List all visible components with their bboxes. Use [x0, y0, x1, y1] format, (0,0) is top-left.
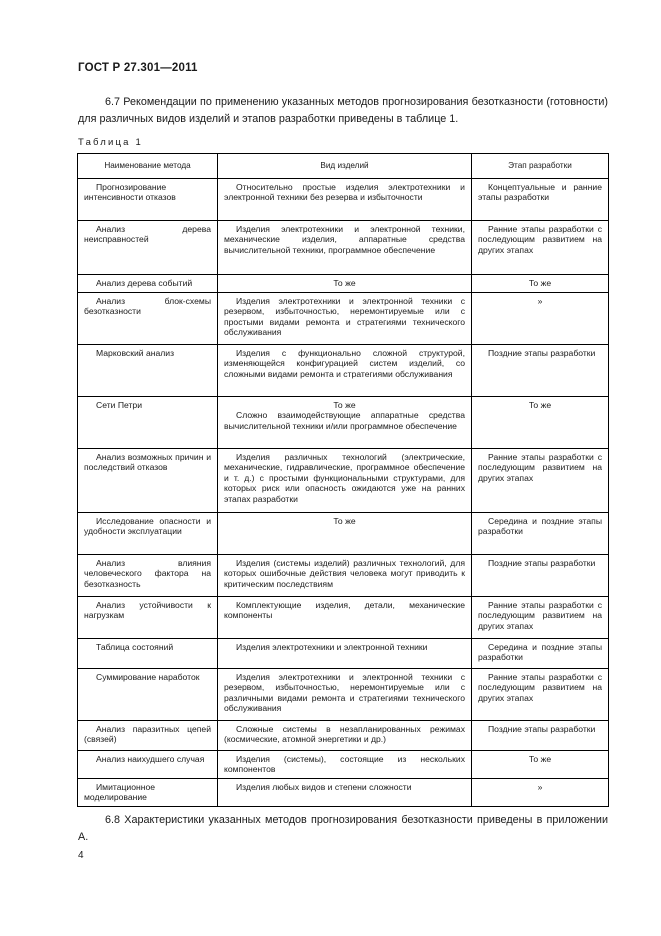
- kind-same-label: То же: [333, 400, 356, 410]
- table-row: [78, 293, 609, 345]
- method-cell: Сети Петри: [78, 397, 218, 449]
- table-row: [78, 751, 609, 779]
- kind-cell: Сложные системы в незапланированных режимах (космические, атомной энергетики и др.): [218, 721, 472, 751]
- table-row: [78, 397, 609, 449]
- table-row: [78, 779, 609, 807]
- stage-cell: То же: [472, 275, 609, 293]
- kind-cell: То же: [218, 275, 472, 293]
- methods-table: [77, 153, 609, 807]
- method-cell: Анализ наихудшего случая: [78, 751, 218, 779]
- method-cell: Исследование опасности и удобности эксплуатации: [78, 513, 218, 555]
- table-caption: Таблица 1: [78, 137, 143, 148]
- kind-cell: Изделия электротехники и электронной техники, механические изделия, аппаратные средства вычислительной техники, программное обеспечение: [218, 221, 472, 275]
- method-cell: Суммирование наработок: [78, 669, 218, 721]
- stage-cell: Поздние этапы разработки: [472, 345, 609, 397]
- kind-cell: Изделия различных технологий (электрические, механические, гидравлические, программное обеспечение и т. д.) с простыми функциональными структурами, для которых риск или опасность ожидаются уже на ранних этапах разработки: [218, 449, 472, 513]
- table-row: [78, 275, 609, 293]
- table-row: [78, 555, 609, 597]
- method-cell: Марковский анализ: [78, 345, 218, 397]
- stage-cell: »: [472, 293, 609, 345]
- table-header-row: [78, 154, 609, 179]
- stage-cell: Концептуальные и ранние этапы разработки: [472, 179, 609, 221]
- kind-cell: Изделия (системы изделий) различных технологий, для которых ошибочные действия человека могут приводить к критическим последствиям: [218, 555, 472, 597]
- method-cell: Прогнозирование интенсивности отказов: [78, 179, 218, 221]
- header-stage: Этап разработки: [472, 154, 609, 179]
- method-cell: Таблица состояний: [78, 639, 218, 669]
- header-kind: Вид изделий: [218, 154, 472, 179]
- stage-cell: Ранние этапы разработки с последующим развитием на других этапах: [472, 669, 609, 721]
- kind-text: Сложно взаимодействующие аппаратные средства вычислительной техники и/или программное обеспечение: [224, 410, 465, 431]
- stage-cell: То же: [472, 751, 609, 779]
- table-row: [78, 639, 609, 669]
- table-row: [78, 449, 609, 513]
- document-header: ГОСТ Р 27.301—2011: [78, 62, 198, 74]
- kind-cell: Изделия электротехники и электронной техники с резервом, избыточностью, неремонтируемые или с простыми видами ремонта и стратегиями технического обслуживания: [218, 293, 472, 345]
- kind-cell: Изделия с функционально сложной структурой, изменяющейся конфигурацией систем изделий, со сложными видами ремонта и стратегиями обслуживания: [218, 345, 472, 397]
- table-row: [78, 597, 609, 639]
- kind-cell: Изделия электротехники и электронной техники: [218, 639, 472, 669]
- method-cell: Анализ устойчивости к нагрузкам: [78, 597, 218, 639]
- method-cell: Анализ паразитных цепей (связей): [78, 721, 218, 751]
- table-row: [78, 345, 609, 397]
- table-row: [78, 179, 609, 221]
- method-cell: Имитационное моделирование: [78, 779, 218, 807]
- method-cell: Анализ возможных причин и последствий отказов: [78, 449, 218, 513]
- page-number: 4: [78, 850, 84, 861]
- method-cell: Анализ блок-схемы безотказности: [78, 293, 218, 345]
- kind-cell: [218, 397, 472, 449]
- kind-cell: Изделия любых видов и степени сложности: [218, 779, 472, 807]
- table-row: [78, 721, 609, 751]
- stage-cell: Середина и поздние этапы разработки: [472, 513, 609, 555]
- kind-cell: Относительно простые изделия электротехники и электронной техники без резерва и избыточности: [218, 179, 472, 221]
- method-cell: Анализ дерева событий: [78, 275, 218, 293]
- stage-cell: Середина и поздние этапы разработки: [472, 639, 609, 669]
- method-cell: Анализ влияния человеческого фактора на безотказность: [78, 555, 218, 597]
- stage-cell: »: [472, 779, 609, 807]
- kind-cell: Комплектующие изделия, детали, механические компоненты: [218, 597, 472, 639]
- table-row: [78, 513, 609, 555]
- table-row: [78, 221, 609, 275]
- stage-cell: Ранние этапы разработки с последующим развитием на других этапах: [472, 597, 609, 639]
- kind-cell: То же: [218, 513, 472, 555]
- kind-cell: Изделия (системы), состоящие из нескольких компонентов: [218, 751, 472, 779]
- stage-cell: Ранние этапы разработки с последующим развитием на других этапах: [472, 449, 609, 513]
- paragraph-6-7: 6.7 Рекомендации по применению указанных методов прогнозирования безотказности (готовности) для различных видов изделий и этапов разработки приведены в таблице 1.: [78, 96, 608, 125]
- stage-cell: То же: [472, 397, 609, 449]
- stage-cell: Поздние этапы разработки: [472, 721, 609, 751]
- stage-cell: Поздние этапы разработки: [472, 555, 609, 597]
- paragraph-6-8: 6.8 Характеристики указанных методов прогнозирования безотказности приведены в приложении А.: [78, 814, 608, 843]
- stage-cell: Ранние этапы разработки с последующим развитием на других этапах: [472, 221, 609, 275]
- kind-cell: Изделия электротехники и электронной техники с резервом, избыточностью, неремонтируемые или с различными видами ремонта и стратегиями технического обслуживания: [218, 669, 472, 721]
- header-method: Наименование метода: [78, 154, 218, 179]
- method-cell: Анализ дерева неисправностей: [78, 221, 218, 275]
- table-row: [78, 669, 609, 721]
